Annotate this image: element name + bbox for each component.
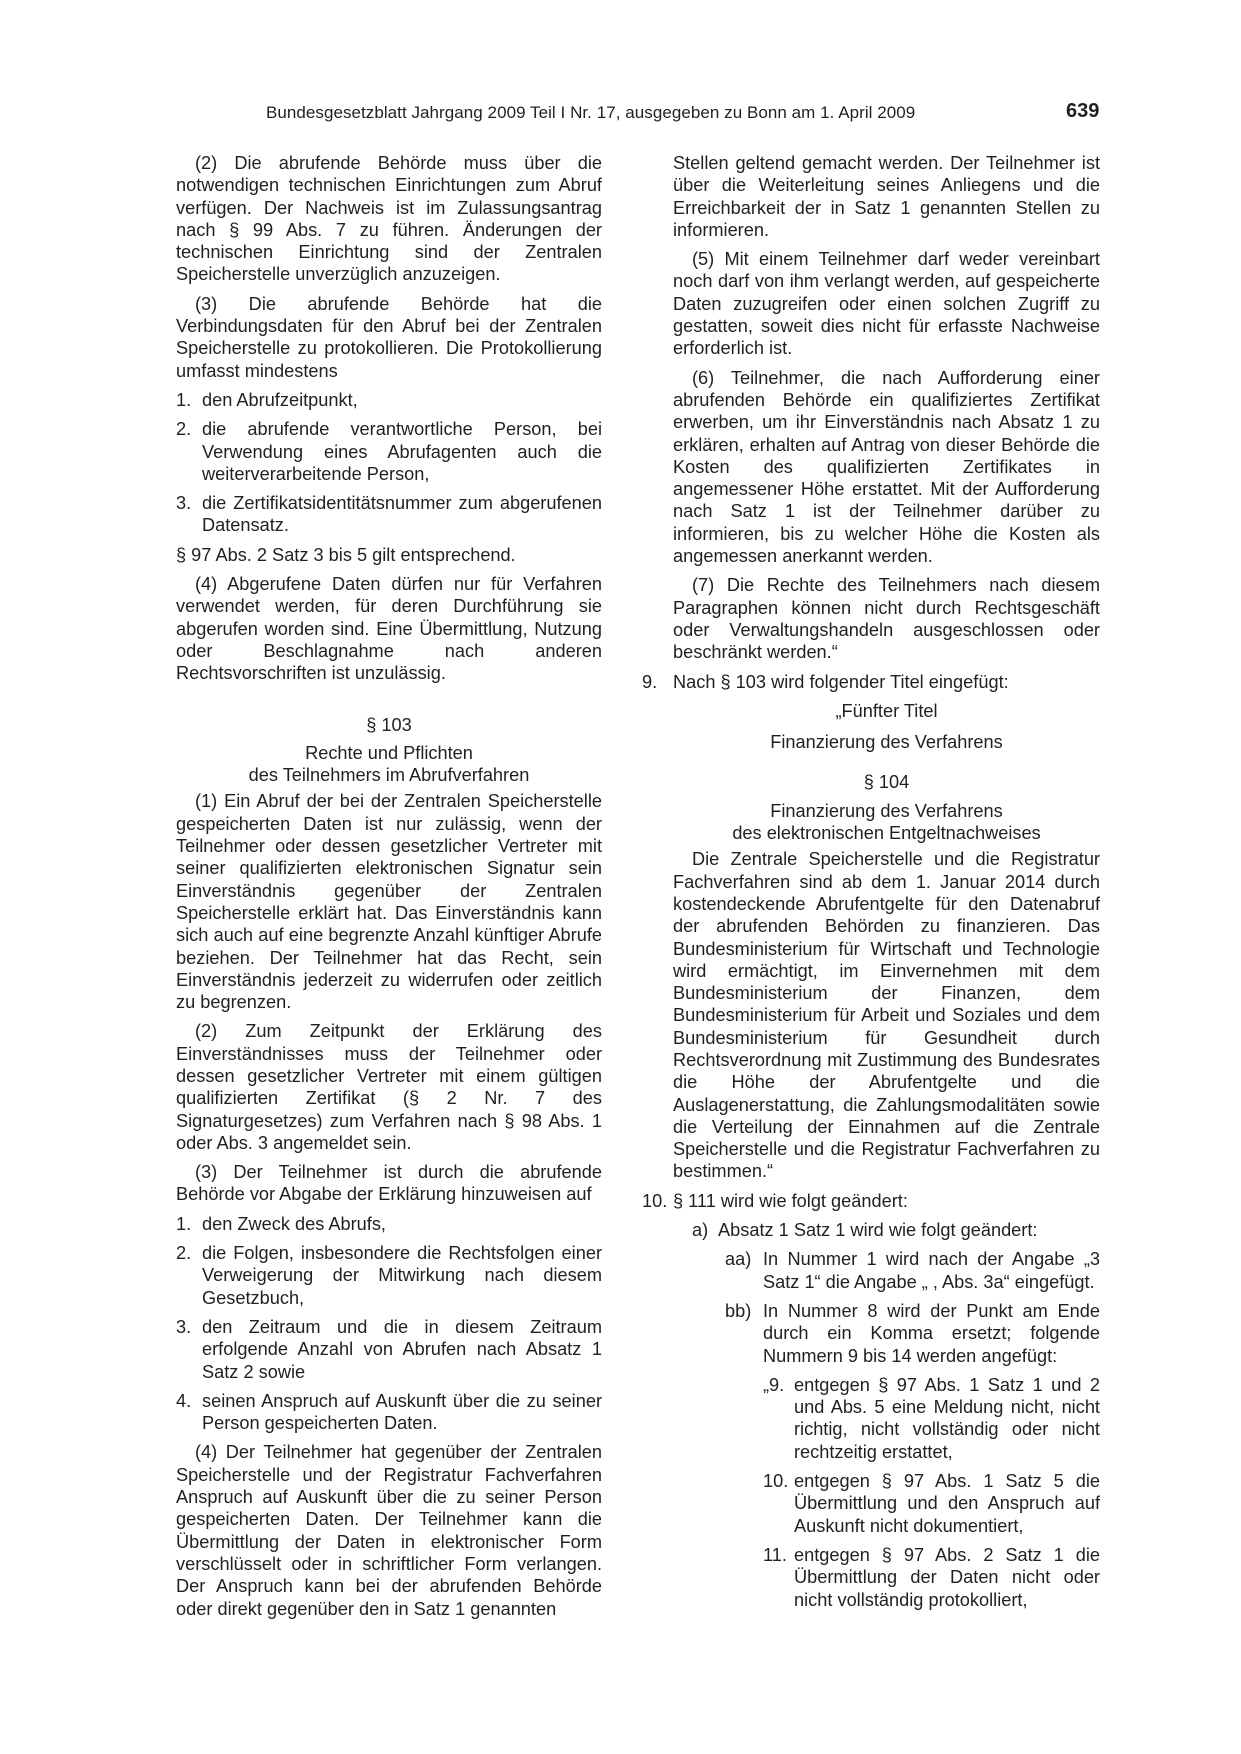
running-header	[0, 100, 1241, 126]
paragraph: § 97 Abs. 2 Satz 3 bis 5 gilt entsprechend.	[176, 544, 516, 565]
paragraph: (1) Ein Abruf der bei der Zentralen Speicherstelle gespeicherten Daten ist nur zulässig, wenn der Teilnehmer oder dessen gesetzlicher Vertreter mit seiner qualifizierten elektronischen Signatur sein Einverständnis gegenüber der Zentralen Speicherstelle erklärt hat. Das Einverständnis kann sich auch auf eine begrenzte Anzahl künftiger Abrufe beziehen. Der Teilnehmer hat das Recht, sein Einverständnis jederzeit zu widerrufen oder zeitlich zu begrenzen.	[176, 791, 602, 1013]
list-item: 2. die abrufende verantwortliche Person, bei Verwendung eines Abrufagenten auch die weiterverarbeitende Person,	[176, 419, 602, 484]
list-item-9: 9. Nach § 103 wird folgender Titel eingefügt:	[642, 671, 1009, 692]
list-item-number: „9. entgegen § 97 Abs. 1 Satz 1 und 2 und Abs. 5 eine Meldung nicht, nicht richtig, nicht vollständig oder nicht rechtzeitig erstattet,	[763, 1374, 1100, 1462]
title-heading: „Fünfter Titel	[835, 700, 938, 721]
header-title: Bundesgesetzblatt Jahrgang 2009 Teil I Nr. 17, ausgegeben zu Bonn am 1. April 2009	[266, 103, 916, 122]
paragraph: (3) Die abrufende Behörde hat die Verbindungsdaten für den Abruf bei der Zentralen Speicherstelle zu protokollieren. Die Protokollierung umfasst mindestens	[176, 293, 602, 381]
section-number: § 104	[863, 772, 910, 793]
list-item-a: a) Absatz 1 Satz 1 wird wie folgt geändert:	[692, 1220, 1038, 1241]
title-subheading: Finanzierung des Verfahrens	[770, 732, 1003, 753]
paragraph: (5) Mit einem Teilnehmer darf weder vereinbart noch darf von ihm verlangt werden, auf gespeicherte Daten zuzugreifen oder einen solchen Zugriff zu gestatten, soweit dies nicht für erfasste Nachweise erforderlich ist.	[673, 249, 1100, 359]
paragraph: Die Zentrale Speicherstelle und die Registratur Fachverfahren sind ab dem 1. Januar 2014 durch kostendeckende Abrufentgelte für den Datenabruf der abrufenden Behörden zu finanzieren. Das Bundesministerium für Wirtschaft und Technologie wird ermächtigt, im Einvernehmen mit dem Bundesministerium der Finanzen, dem Bundesministerium für Arbeit und Soziales und dem Bundesministerium für Gesundheit durch Rechtsverordnung mit Zustimmung des Bundesrates die Höhe der Abrufentgelte und die Auslagenerstattung, die Zahlungsmodalitäten sowie die Verteilung der Einnahmen auf die Zentrale Speicherstelle und die Registratur Fachverfahren zu bestimmen.“	[673, 849, 1100, 1182]
page-number: 639	[1066, 100, 1100, 122]
paragraph: (6) Teilnehmer, die nach Aufforderung einer abrufenden Behörde ein qualifiziertes Zertifikat erwerben, um ihr Einverständnis nach Absatz 1 zu erklären, erhalten auf Antrag von dieser Behörde die Kosten des qualifizierten Zertifikates in angemessener Höhe erstattet. Mit der Aufforderung nach Satz 1 ist der Teilnehmer darüber zu informieren, bis zu welcher Höhe die Kosten als angemessen anerkannt werden.	[673, 367, 1100, 567]
list-item: 2. die Folgen, insbesondere die Rechtsfolgen einer Verweigerung der Mitwirkung nach diesem Gesetzbuch,	[176, 1243, 602, 1308]
list-item-aa: aa) In Nummer 1 wird nach der Angabe „3 Satz 1“ die Angabe „ , Abs. 3a“ eingefügt.	[725, 1249, 1100, 1292]
left-column	[176, 152, 602, 1627]
list-item-10: 10. § 111 wird wie folgt geändert:	[642, 1190, 908, 1211]
section-title: des Teilnehmers im Abrufverfahren	[248, 765, 530, 786]
paragraph: (3) Der Teilnehmer ist durch die abrufende Behörde vor Abgabe der Erklärung hinzuweisen auf	[176, 1162, 602, 1205]
list-item-number: 10. entgegen § 97 Abs. 1 Satz 5 die Übermittlung und den Anspruch auf Auskunft nicht dokumentiert,	[763, 1471, 1100, 1536]
list-item: 4. seinen Anspruch auf Auskunft über die zu seiner Person gespeicherten Daten.	[176, 1390, 602, 1434]
section-title: des elektronischen Entgeltnachweises	[732, 823, 1041, 844]
right-column	[642, 152, 1100, 1618]
list-item: 1. den Abrufzeitpunkt,	[176, 389, 358, 410]
paragraph: (7) Die Rechte des Teilnehmers nach diesem Paragraphen können nicht durch Rechtsgeschäft oder Verwaltungshandeln ausgeschlossen oder beschränkt werden.“	[673, 575, 1100, 663]
section-title: Rechte und Pflichten	[305, 742, 473, 763]
list-item-number: 11. entgegen § 97 Abs. 2 Satz 1 die Übermittlung der Daten nicht oder nicht vollständig protokolliert,	[763, 1544, 1100, 1610]
paragraph: Stellen geltend gemacht werden. Der Teilnehmer ist über die Weiterleitung seines Anliegens und die Erreichbarkeit der in Satz 1 genannten Stellen zu informieren.	[673, 153, 1100, 240]
paragraph: (2) Zum Zeitpunkt der Erklärung des Einverständnisses muss der Teilnehmer oder dessen gesetzlicher Vertreter mit einem gültigen qualifizierten Zertifikat (§ 2 Nr. 7 des Signaturgesetzes) zum Verfahren nach § 98 Abs. 1 oder Abs. 3 angemeldet sein.	[176, 1021, 602, 1153]
paragraph: (4) Der Teilnehmer hat gegenüber der Zentralen Speicherstelle und der Registratur Fachverfahren Anspruch auf Auskunft über die zu seiner Person gespeicherten Daten. Der Teilnehmer kann die Übermittlung der Daten in elektronischer Form verschlüsselt oder in schriftlicher Form verlangen. Der Anspruch kann bei der abrufenden Behörde oder direkt gegenüber den in Satz 1 genannten	[176, 1442, 602, 1619]
section-title: Finanzierung des Verfahrens	[770, 800, 1003, 821]
paragraph: (2) Die abrufende Behörde muss über die notwendigen technischen Einrichtungen zum Abruf verfügen. Der Nachweis ist im Zulassungsantrag nach § 99 Abs. 7 zu führen. Änderungen der technischen Einrichtung sind der Zentralen Speicherstelle unverzüglich anzuzeigen.	[176, 153, 602, 285]
paragraph: (4) Abgerufene Daten dürfen nur für Verfahren verwendet werden, für deren Durchführung sie abgerufen worden sind. Eine Übermittlung, Nutzung oder Beschlagnahme nach anderen Rechtsvorschriften ist unzulässig.	[176, 574, 602, 684]
list-item: 1. den Zweck des Abrufs,	[176, 1213, 386, 1234]
section-number: § 103	[366, 714, 412, 735]
list-item-bb: bb) In Nummer 8 wird der Punkt am Ende durch ein Komma ersetzt; folgende Nummern 9 bis 14 werden angefügt:	[725, 1300, 1100, 1366]
list-item: 3. die Zertifikatsidentitätsnummer zum abgerufenen Datensatz.	[176, 493, 602, 536]
list-item: 3. den Zeitraum und die in diesem Zeitraum erfolgende Anzahl von Abrufen nach Absatz 1 Satz 2 sowie	[176, 1316, 602, 1382]
